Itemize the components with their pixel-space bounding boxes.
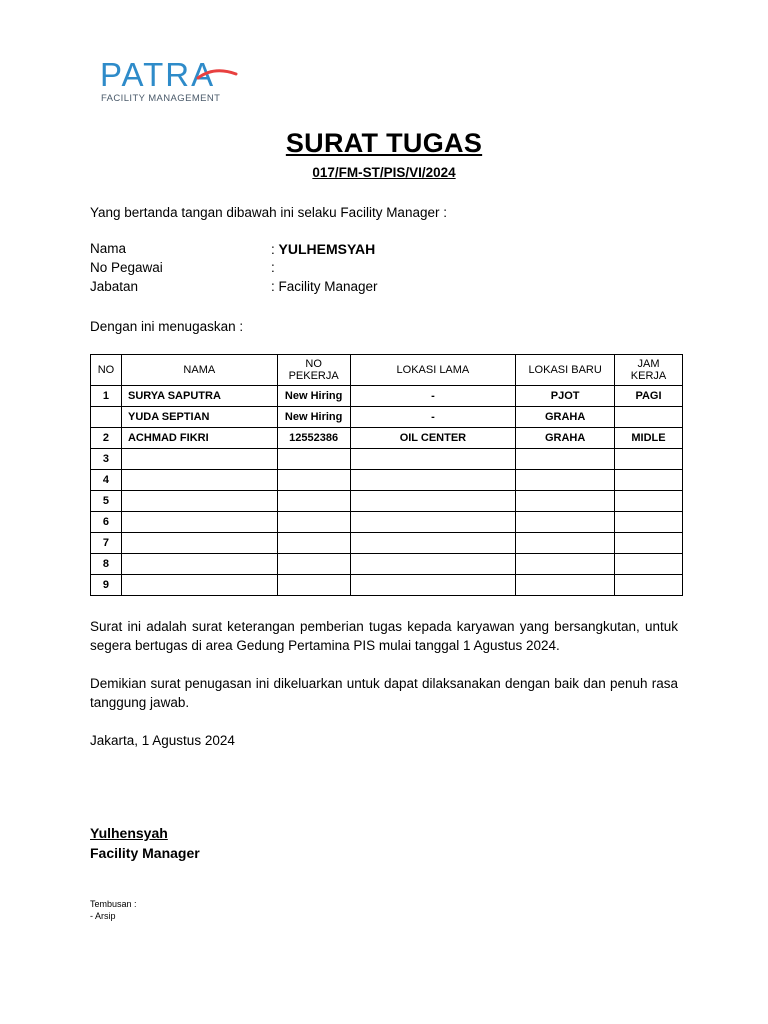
header-lokasi-lama: LOKASI LAMA — [350, 355, 516, 386]
table-row — [91, 407, 683, 428]
cell-lokasi-lama — [350, 491, 516, 512]
intro-text: Yang bertanda tangan dibawah ini selaku Facility Manager : — [90, 205, 447, 220]
cell-no-pekerja: 12552386 — [277, 428, 350, 449]
table-row — [91, 428, 683, 449]
cc-item: - Arsip — [90, 911, 116, 921]
cell-lokasi-baru — [516, 491, 615, 512]
cell-lokasi-baru — [516, 512, 615, 533]
cell-lokasi-baru — [516, 554, 615, 575]
cell-jam-kerja — [615, 554, 683, 575]
cell-lokasi-lama — [350, 449, 516, 470]
cell-jam-kerja — [615, 491, 683, 512]
document-title: SURAT TUGAS — [285, 128, 483, 158]
cell-jam-kerja — [615, 512, 683, 533]
cell-lokasi-lama: - — [350, 407, 516, 428]
cell-no-pekerja — [277, 470, 350, 491]
cell-lokasi-lama — [350, 470, 516, 491]
cell-no-pekerja — [277, 512, 350, 533]
cell-no-pekerja — [277, 575, 350, 596]
cc-label: Tembusan : — [90, 899, 137, 909]
cell-jam-kerja: PAGI — [615, 386, 683, 407]
table-row — [91, 575, 683, 596]
logo-subtitle: FACILITY MANAGEMENT — [101, 93, 221, 104]
cell-no: 7 — [91, 533, 122, 554]
cell-lokasi-baru — [516, 533, 615, 554]
jabatan-value: Facility Manager — [278, 279, 378, 294]
cell-lokasi-baru: PJOT — [516, 386, 615, 407]
table-row — [91, 533, 683, 554]
place-date: Jakarta, 1 Agustus 2024 — [90, 733, 235, 748]
signer-name: Yulhensyah — [90, 825, 168, 841]
cell-no: 6 — [91, 512, 122, 533]
document-number: 017/FM-ST/PIS/VI/2024 — [312, 165, 456, 180]
cell-lokasi-lama: - — [350, 386, 516, 407]
header-jam-kerja: JAM KERJA — [615, 355, 683, 386]
table-row — [91, 449, 683, 470]
cell-nama: YUDA SEPTIAN — [121, 407, 277, 428]
cell-lokasi-baru: GRAHA — [516, 428, 615, 449]
cell-no: 5 — [91, 491, 122, 512]
cell-no-pekerja — [277, 449, 350, 470]
table-row — [91, 470, 683, 491]
assignment-table — [90, 354, 683, 596]
cell-nama — [121, 449, 277, 470]
cell-no: 2 — [91, 428, 122, 449]
body-paragraph-2: Demikian surat penugasan ini dikeluarkan untuk dapat dilaksanakan dengan baik dan penuh rasa tanggung jawab. — [90, 676, 678, 710]
cell-lokasi-lama: OIL CENTER — [350, 428, 516, 449]
field-value-no-pegawai: : — [271, 260, 275, 275]
cell-lokasi-lama — [350, 575, 516, 596]
cell-jam-kerja: MIDLE — [615, 428, 683, 449]
cell-jam-kerja — [615, 449, 683, 470]
header-no: NO — [91, 355, 122, 386]
cell-lokasi-baru: GRAHA — [516, 407, 615, 428]
header-no-pekerja: NO PEKERJA — [277, 355, 350, 386]
cell-no: 8 — [91, 554, 122, 575]
cell-no-pekerja — [277, 533, 350, 554]
cell-jam-kerja — [615, 533, 683, 554]
cell-lokasi-lama — [350, 533, 516, 554]
field-label-jabatan: Jabatan — [90, 279, 139, 294]
cell-nama — [121, 512, 277, 533]
field-label-nama: Nama — [90, 241, 127, 256]
table-row — [91, 512, 683, 533]
cell-nama: SURYA SAPUTRA — [121, 386, 277, 407]
cell-no-pekerja — [277, 554, 350, 575]
cell-nama — [121, 470, 277, 491]
table-row — [91, 491, 683, 512]
cell-jam-kerja — [615, 470, 683, 491]
field-value-jabatan: : Facility Manager — [271, 279, 378, 294]
header-lokasi-baru: LOKASI BARU — [516, 355, 615, 386]
cell-no-pekerja — [277, 491, 350, 512]
cell-jam-kerja — [615, 575, 683, 596]
cell-lokasi-baru — [516, 470, 615, 491]
cell-lokasi-lama — [350, 554, 516, 575]
logo-wordmark: PATRA — [100, 56, 216, 93]
cell-nama — [121, 554, 277, 575]
cell-nama — [121, 575, 277, 596]
cell-nama — [121, 491, 277, 512]
cell-no: 1 — [91, 386, 122, 407]
table-row — [91, 386, 683, 407]
cell-nama: ACHMAD FIKRI — [121, 428, 277, 449]
table-row — [91, 554, 683, 575]
cell-no: 3 — [91, 449, 122, 470]
cell-lokasi-lama — [350, 512, 516, 533]
cell-nama — [121, 533, 277, 554]
field-value-nama: : YULHEMSYAH — [271, 241, 376, 257]
assign-text: Dengan ini menugaskan : — [90, 319, 244, 334]
header-nama: NAMA — [121, 355, 277, 386]
cell-no-pekerja: New Hiring — [277, 386, 350, 407]
logo-swoosh-icon — [170, 62, 240, 86]
cell-no-pekerja: New Hiring — [277, 407, 350, 428]
field-label-no-pegawai: No Pegawai — [90, 260, 163, 275]
cell-lokasi-baru — [516, 575, 615, 596]
cell-lokasi-baru — [516, 449, 615, 470]
signer-position: Facility Manager — [90, 845, 200, 861]
table-header-row — [91, 355, 683, 386]
cell-jam-kerja — [615, 407, 683, 428]
cell-no — [91, 407, 122, 428]
cell-no: 9 — [91, 575, 122, 596]
cell-no: 4 — [91, 470, 122, 491]
body-paragraph-1: Surat ini adalah surat keterangan pemberian tugas kepada karyawan yang bersangkutan, untuk segera bertugas di area Gedung Pertamina PIS mulai tanggal 1 Agustus 2024. — [90, 619, 678, 653]
employee-name: YULHEMSYAH — [278, 241, 376, 257]
